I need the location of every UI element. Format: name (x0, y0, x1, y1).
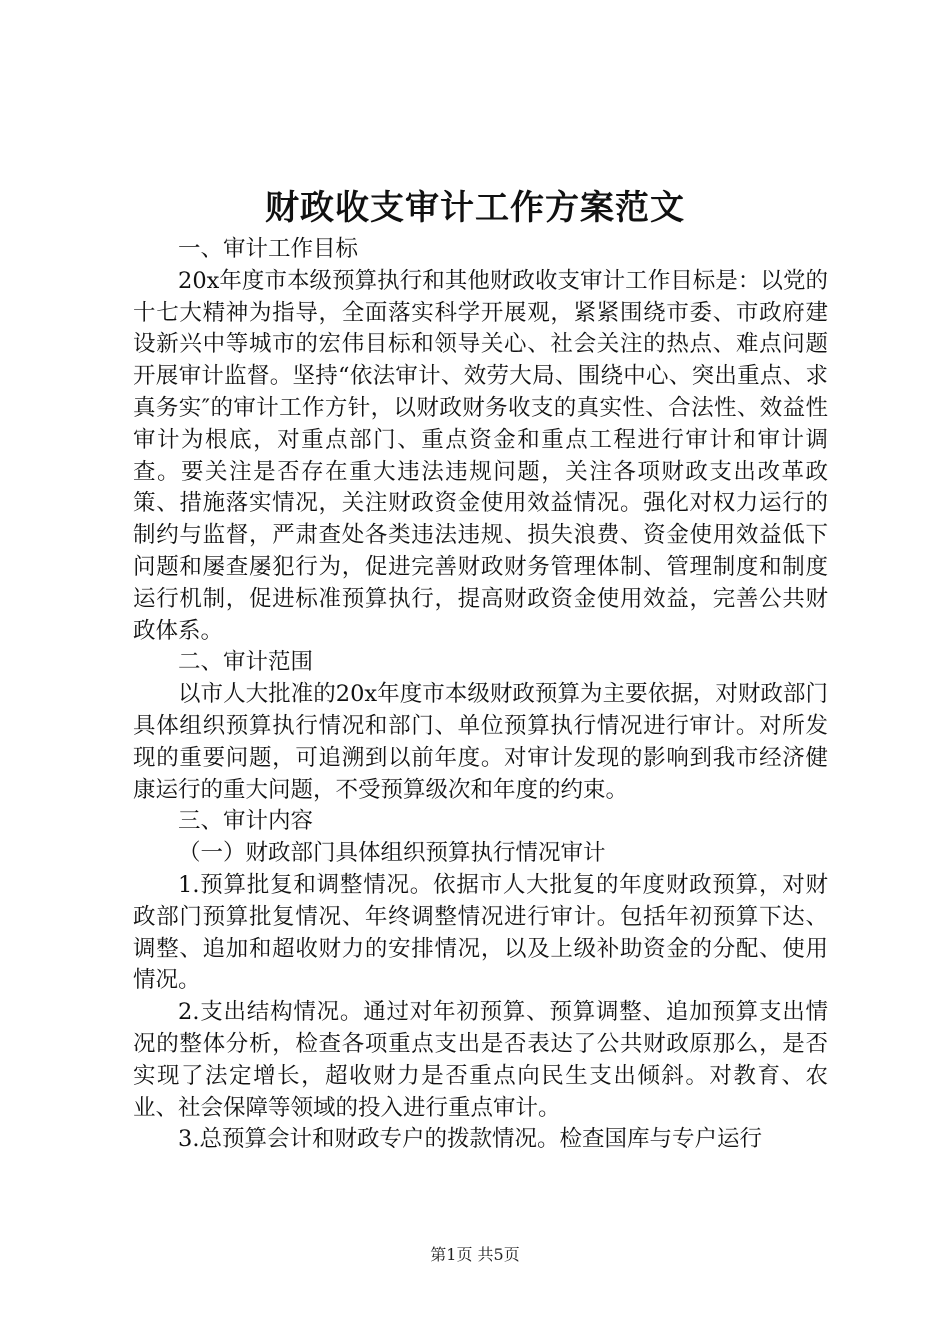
section-heading-content: 三、审计内容 (178, 808, 314, 835)
paragraph-objectives: 20x年度市本级预算执行和其他财政收支审计工作目标是：以党的十七大精神为指导，全面落实科学开展观，紧紧围绕市委、市政府建设新兴中等城市的宏伟目标和领导关心、社会关注的热点、难点问题开展审计监督。坚持“依法审计、效劳大局、围绕中心、突出重点、求真务实″的审计工作方针，以财政财务收支的真实性、合法性、效益性审计为根底，对重点部门、重点资金和重点工程进行审计和审计调查。要关注是否存在重大违法违规问题，关注各项财政支出改革政策、措施落实情况，关注财政资金使用效益情况。强化对权力运行的制约与监督，严肃查处各类违法违规、损失浪费、资金使用效益低下问题和屡查屡犯行为，促进完善财政财务管理体制、管理制度和制度运行机制，促进标准预算执行，提高财政资金使用效益，完善公共财政体系。 (133, 267, 828, 644)
paragraph-item-2: 2.支出结构情况。通过对年初预算、预算调整、追加预算支出情况的整体分析，检查各项重点支出是否表达了公共财政原那么，是否实现了法定增长，超收财力是否重点向民生支出倾斜。对教育、农业、社会保障等领域的投入进行重点审计。 (133, 999, 828, 1121)
section-heading-scope: 二、审计范围 (178, 649, 314, 676)
subsection-heading-finance-dept: （一）财政部门具体组织预算执行情况审计 (178, 840, 606, 867)
paragraph-item-3: 3.总预算会计和财政专户的拨款情况。检查国库与专户运行 (178, 1126, 762, 1153)
page-number: 第1页 共5页 (430, 1245, 520, 1264)
section-heading-objectives: 一、审计工作目标 (178, 236, 359, 262)
paragraph-item-1: 1.预算批复和调整情况。依据市人大批复的年度财政预算，对财政部门预算批复情况、年终调整情况进行审计。包括年初预算下达、调整、追加和超收财力的安排情况，以及上级补助资金的分配、使用情况。 (133, 871, 828, 994)
paragraph-scope: 以市人大批准的20x年度市本级财政预算为主要依据，对财政部门具体组织预算执行情况和部门、单位预算执行情况进行审计。对所发现的重要问题，可追溯到以前年度。对审计发现的影响到我市经济健康运行的重大问题，不受预算级次和年度的约束。 (133, 681, 828, 803)
document-title: 财政收支审计工作方案范文 (265, 188, 685, 228)
document-body (133, 234, 828, 1156)
